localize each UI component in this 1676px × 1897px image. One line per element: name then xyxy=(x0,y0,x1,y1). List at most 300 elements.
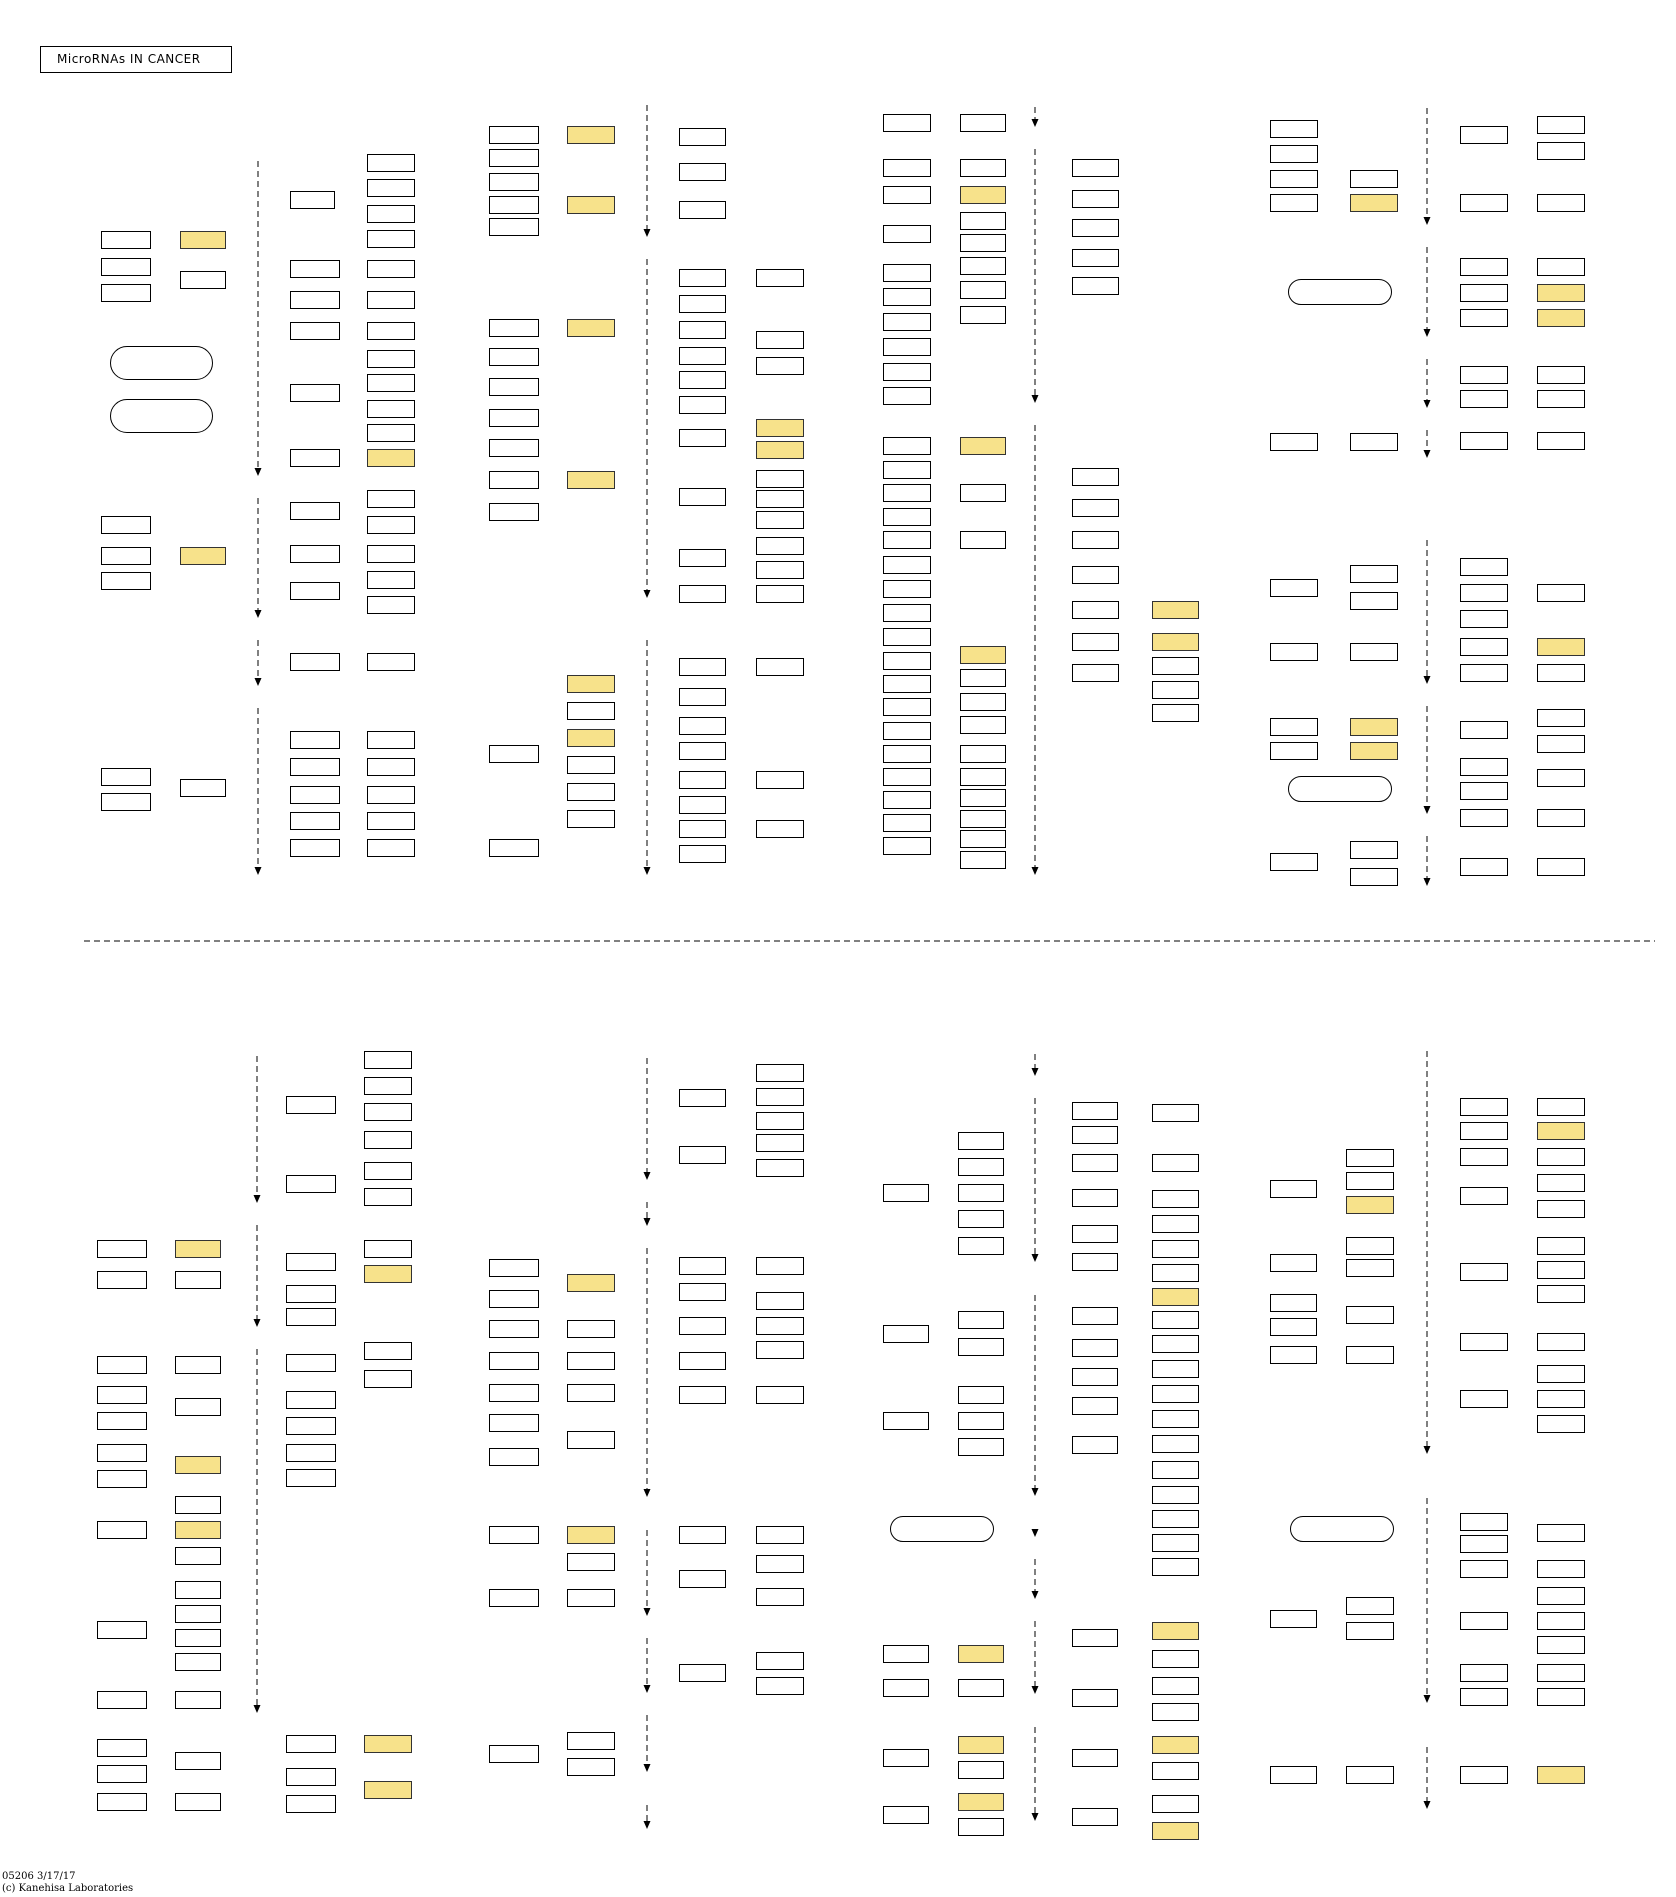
mirna-node-mir-17 xyxy=(1460,1688,1508,1706)
target-node-ubc9 xyxy=(364,1265,412,1283)
target-node-tpmi xyxy=(567,702,615,720)
mirna-node-mir-34b xyxy=(679,1317,726,1335)
mirna-node-mir-15 xyxy=(1460,664,1508,682)
progression-arrow xyxy=(644,229,651,237)
mirna-node-mir-25 xyxy=(883,461,931,479)
mirna-node-let-7c xyxy=(679,658,726,676)
mirna-node-mir-10 xyxy=(883,1184,929,1202)
disease-pill-glioma xyxy=(1288,776,1392,802)
target-node-mmp16 xyxy=(1537,858,1585,876)
mirna-node-mir-221 xyxy=(1270,1294,1317,1312)
target-node-tp63 xyxy=(756,561,804,579)
progression-arrow xyxy=(1032,1591,1039,1599)
mirna-node-let-7 xyxy=(290,191,335,209)
map-title: MicroRNAs IN CANCER xyxy=(40,46,232,73)
mirna-node-mir-31 xyxy=(679,371,726,389)
target-node-spry2 xyxy=(1350,433,1398,451)
mirna-node-mir-106b xyxy=(1270,1254,1317,1272)
target-node-c-met xyxy=(367,839,415,857)
target-node-tnc xyxy=(364,1370,412,1388)
mirna-node-mir-155 xyxy=(97,1271,147,1289)
mirna-node-mir-34c xyxy=(679,1352,726,1370)
mirna-node-mir-221 xyxy=(101,258,151,276)
mirna-node-mir-21 xyxy=(883,437,931,455)
mirna-node-mir-30 xyxy=(489,378,539,396)
target-node-casp3 xyxy=(960,810,1006,828)
mirna-node-mir-125b xyxy=(97,1793,147,1811)
disease-pill-small-cell-lung-cancer xyxy=(110,346,213,380)
target-node-plcg xyxy=(1152,1154,1199,1172)
mirna-node-mir-221 xyxy=(1270,643,1318,661)
target-node-pim-1 xyxy=(367,400,415,418)
target-node-cox-2 xyxy=(756,1588,804,1606)
mirna-node-mir-520c xyxy=(1460,1535,1508,1553)
target-node-p85 xyxy=(1537,194,1585,212)
target-node-irs-1 xyxy=(1537,142,1585,160)
mirna-node-mir-183 xyxy=(290,786,340,804)
mirna-node-mir-195 xyxy=(1072,1307,1118,1325)
target-node-pten xyxy=(180,547,226,565)
mirna-node-mir-141 xyxy=(290,758,340,776)
target-node-cyclins xyxy=(367,291,415,309)
target-node-stmn1 xyxy=(960,745,1006,763)
progression-arrow xyxy=(255,468,262,476)
target-node-maspin xyxy=(567,810,615,828)
progression-arrow xyxy=(1424,1446,1431,1454)
mirna-node-let-7 xyxy=(286,1308,336,1326)
target-node-mdm2 xyxy=(958,1818,1004,1836)
mirna-node-mir-345 xyxy=(286,1768,336,1786)
target-node-pik3ca xyxy=(1537,366,1585,384)
progression-arrow xyxy=(644,1821,651,1829)
target-node-ddit4 xyxy=(960,212,1006,230)
mirna-node-mir-143 xyxy=(1460,1766,1508,1784)
progression-arrow xyxy=(644,1172,651,1180)
target-node-hcvrna xyxy=(960,693,1006,711)
target-node-e2f2 xyxy=(1346,1172,1394,1190)
mirna-node-mir-199a xyxy=(679,1570,726,1588)
target-node-msk1 xyxy=(958,1386,1004,1404)
mirna-node-mir-34a xyxy=(679,1283,726,1301)
mirna-node-mir-34 xyxy=(1460,390,1508,408)
target-node-atm xyxy=(1152,1622,1199,1640)
target-node-pdgfb xyxy=(1152,1486,1199,1504)
mirna-node-mir-125 xyxy=(679,1386,726,1404)
target-node-pten xyxy=(567,1274,615,1292)
mirna-node-mir-602 xyxy=(883,288,931,306)
target-node-e2f3 xyxy=(1346,1196,1394,1214)
target-node-dnmt3 xyxy=(367,449,415,467)
target-node-egfr xyxy=(1537,116,1585,134)
target-node-pkc xyxy=(1152,1264,1199,1282)
target-node-vegf-a xyxy=(367,653,415,671)
target-node-pak4 xyxy=(960,257,1006,275)
mirna-node-mir-92a xyxy=(883,628,931,646)
target-node-sox4 xyxy=(364,1342,412,1360)
mirna-node-mir-129b xyxy=(883,698,931,716)
mirna-node-mir-145 xyxy=(290,545,340,563)
mirna-node-mir-20a xyxy=(1270,1180,1317,1198)
target-node-pten xyxy=(960,437,1006,455)
mirna-node-let-7 xyxy=(679,269,726,287)
mirna-node-mir-222 xyxy=(1270,1318,1317,1336)
mirna-node-mir-18a xyxy=(1460,284,1508,302)
mirna-node-mir-145 xyxy=(1072,159,1119,177)
target-node-ho-1 xyxy=(1152,704,1199,722)
mirna-node-let-7 xyxy=(1460,258,1508,276)
mirna-node-mir-200 xyxy=(489,1352,539,1370)
progression-arrow xyxy=(1424,450,1431,458)
target-node-gls xyxy=(1537,1148,1585,1166)
mirna-node-mir-221 xyxy=(101,547,151,565)
mirna-node-mir-125 xyxy=(1072,1689,1118,1707)
mirna-node-mir-125b xyxy=(1270,1766,1317,1784)
target-node-ccnd1 xyxy=(1537,1261,1585,1279)
target-node-st14 xyxy=(756,331,804,349)
mirna-node-mir-21 xyxy=(489,319,539,337)
mirna-node-mir-194 xyxy=(489,196,539,214)
mirna-node-mir-146a xyxy=(1460,858,1508,876)
target-node-cdc25 xyxy=(367,205,415,223)
target-node-rock1 xyxy=(1537,1560,1585,1578)
mirna-node-mir-221 xyxy=(101,768,151,786)
mirna-node-mir-32 xyxy=(1270,1346,1317,1364)
mirna-node-mir-143 xyxy=(883,556,931,574)
target-node-zeb1 xyxy=(567,1352,615,1370)
mirna-node-mir-1 xyxy=(290,582,340,600)
target-node-pten xyxy=(567,675,615,693)
target-node-fgfr3 xyxy=(958,1338,1004,1356)
progression-arrow xyxy=(254,1319,261,1327)
target-node-e2f3a xyxy=(1537,638,1585,656)
target-node-fgfr3 xyxy=(958,1438,1004,1456)
target-node-cd44 xyxy=(175,1398,221,1416)
mirna-node-mir-152 xyxy=(1072,601,1119,619)
mirna-node-mir-181 xyxy=(97,1240,147,1258)
target-node-bcl2 xyxy=(1537,1237,1585,1255)
mirna-node-mir-145 xyxy=(1072,566,1119,584)
target-node-c-met xyxy=(367,424,415,442)
target-node-bcl2l2 xyxy=(367,516,415,534)
target-node-rassf1a xyxy=(960,306,1006,324)
target-node-fzd3 xyxy=(175,1581,221,1599)
target-node-fgfr3 xyxy=(1152,1190,1199,1208)
target-node-mapk1 xyxy=(1152,1311,1199,1329)
progression-arrow xyxy=(1032,1488,1039,1496)
progression-arrow xyxy=(254,1195,261,1203)
mirna-node-mir-221 xyxy=(883,1806,929,1824)
target-node-hmga2 xyxy=(756,269,804,287)
target-node-tgfb2 xyxy=(367,758,415,776)
target-node-hmga2 xyxy=(567,1320,615,1338)
target-node-ep300 xyxy=(567,196,615,214)
mirna-node-mir-203 xyxy=(679,820,726,838)
mirna-node-mir-342 xyxy=(883,768,931,786)
mirna-node-mir-128 xyxy=(1460,638,1508,656)
target-node-pdcd4 xyxy=(567,126,615,144)
mirna-node-mir-210 xyxy=(489,1526,539,1544)
mirna-node-mir-203 xyxy=(679,549,726,567)
mirna-node-mir-423 xyxy=(883,814,931,832)
progression-arrow xyxy=(255,678,262,686)
target-node-egfr xyxy=(1537,709,1585,727)
target-node-pdgfrb xyxy=(1152,1510,1199,1528)
target-node-maspin xyxy=(175,1547,221,1565)
progression-arrow xyxy=(1032,119,1039,127)
mirna-node-mir-101 xyxy=(1460,1122,1508,1140)
target-node-pten xyxy=(180,231,226,249)
mirna-node-mir-26a xyxy=(1270,718,1318,736)
mirna-node-mir-203 xyxy=(679,163,726,181)
target-node-zeb2 xyxy=(1537,1587,1585,1605)
target-node-hoxd10 xyxy=(175,1356,221,1374)
target-node-notch xyxy=(756,1317,804,1335)
target-node-cyp24 xyxy=(756,470,804,488)
mirna-node-mir-23 xyxy=(883,1325,929,1343)
progression-arrow xyxy=(644,1489,651,1497)
progression-arrow xyxy=(644,1608,651,1616)
target-node-pim-1 xyxy=(367,571,415,589)
target-node-atm xyxy=(958,1645,1004,1663)
mirna-node-mir-7 xyxy=(286,1795,336,1813)
target-node-cdk6 xyxy=(367,260,415,278)
target-node-ras xyxy=(364,1162,412,1180)
target-node-pkc xyxy=(958,1184,1004,1202)
mirna-node-mir-23 xyxy=(1460,1148,1508,1166)
mirna-node-mir-494 xyxy=(883,338,931,356)
mirna-node-mir-30 xyxy=(1072,1368,1118,1386)
target-node-mdr1 xyxy=(364,1735,412,1753)
mirna-node-let-7 xyxy=(489,1320,539,1338)
mirna-node-mir-625 xyxy=(883,387,931,405)
mirna-node-mir-375 xyxy=(679,845,726,863)
target-node-hmga2 xyxy=(364,1188,412,1206)
progression-arrow xyxy=(644,1764,651,1772)
target-node-rassf1a xyxy=(960,114,1006,132)
target-node-bmi-1 xyxy=(364,1051,412,1069)
mirna-node-mir-21 xyxy=(883,186,931,204)
mirna-node-mir-222 xyxy=(101,793,151,811)
mirna-node-mir-200c xyxy=(290,731,340,749)
target-node-mdm4 xyxy=(1152,1795,1199,1813)
mirna-node-mir-99a xyxy=(883,652,931,670)
mirna-node-mir-200 xyxy=(489,1745,539,1763)
target-node-kras xyxy=(1152,1534,1199,1552)
target-node-mapk1 xyxy=(958,1158,1004,1176)
target-node-upa xyxy=(175,1691,221,1709)
target-node-fgfr3 xyxy=(958,1237,1004,1255)
map-footer: 05206 3/17/17 (c) Kanehisa Laboratories xyxy=(2,1871,134,1894)
target-node-hdac1 xyxy=(1537,1098,1585,1116)
target-node-notch xyxy=(1537,769,1585,787)
mirna-node-mir-363 xyxy=(883,313,931,331)
mirna-node-143-145 xyxy=(489,149,539,167)
mirna-node-mir-21 xyxy=(101,516,151,534)
mirna-node-mir-331 xyxy=(1460,1390,1508,1408)
mirna-node-mir-200 xyxy=(286,1285,336,1303)
mirna-node-mir-31 xyxy=(97,1621,147,1639)
target-node-atm xyxy=(175,1240,221,1258)
mirna-node-mir-143 xyxy=(1072,1749,1118,1767)
mirna-node-mir-9 xyxy=(679,1526,726,1544)
mirna-node-mir-23a xyxy=(1072,468,1119,486)
mirna-node-mir-107 xyxy=(97,1470,147,1488)
mirna-node-mir-15-16 xyxy=(290,291,340,309)
target-node-plcg xyxy=(1152,1410,1199,1428)
target-node-sos1-2 xyxy=(1152,1335,1199,1353)
target-node-erbb2 xyxy=(756,490,804,508)
mirna-node-mir-143 xyxy=(1460,309,1508,327)
target-node-erk5 xyxy=(1537,309,1585,327)
target-node-mrp1 xyxy=(364,1781,412,1799)
target-node-bcl2 xyxy=(567,783,615,801)
mirna-node-mir-451 xyxy=(286,1735,336,1753)
mirna-node-mir-21 xyxy=(489,745,539,763)
mirna-node-mir-602 xyxy=(883,114,931,132)
target-node-erbb2 xyxy=(1537,1415,1585,1433)
mirna-node-mir-221 xyxy=(97,1739,147,1757)
disease-pill-non-small-cell-lung-cancer xyxy=(110,399,213,433)
progression-arrow xyxy=(1032,395,1039,403)
target-node-k-ras xyxy=(367,154,415,172)
target-node-vimentin xyxy=(1537,1688,1585,1706)
mirna-node-mir-126 xyxy=(1460,366,1508,384)
mirna-node-mir-199a xyxy=(1072,190,1119,208)
mirna-node-mir-30 xyxy=(1072,1629,1118,1647)
target-node-bim1 xyxy=(1346,1346,1394,1364)
progression-arrow xyxy=(644,1685,651,1693)
mirna-node-mir-126 xyxy=(1460,1664,1508,1682)
target-node-imp1 xyxy=(756,1088,804,1106)
target-node-nfkb1 xyxy=(756,1526,804,1544)
mirna-node-mir-200 xyxy=(286,1096,336,1114)
target-node-cat-1 xyxy=(1152,633,1199,651)
progression-arrow xyxy=(1032,1813,1039,1821)
target-node-bmprii xyxy=(1346,1622,1394,1640)
mirna-node-mir-21 xyxy=(1270,579,1318,597)
disease-pill-prostate-cancer xyxy=(1290,1516,1394,1542)
target-node-cd44 xyxy=(1537,1524,1585,1542)
target-node-sirt1 xyxy=(1537,1200,1585,1218)
mirna-node-mir-34a xyxy=(883,484,931,502)
target-node-brca1 xyxy=(567,1384,615,1402)
mirna-node-mir-125 xyxy=(1072,1225,1118,1243)
target-node-hdac4 xyxy=(367,350,415,368)
target-node-atm xyxy=(1152,1736,1199,1754)
target-node-cdk6 xyxy=(367,179,415,197)
target-node-k-ras xyxy=(756,1257,804,1275)
target-node-hmga2 xyxy=(960,851,1006,869)
mirna-node-let-7c xyxy=(883,837,931,855)
mirna-node-mir-27b xyxy=(679,347,726,365)
target-node-mmp9 xyxy=(960,281,1006,299)
mirna-node-mir-222 xyxy=(101,284,151,302)
mirna-node-mir-7 xyxy=(1072,1339,1118,1357)
target-node-p27 xyxy=(180,271,226,289)
mirna-node-mir-335 xyxy=(286,1354,336,1372)
progression-arrow xyxy=(644,867,651,875)
progression-arrow xyxy=(1032,867,1039,875)
mirna-node-mir-100 xyxy=(679,429,726,447)
mirna-node-mir-21 xyxy=(1270,433,1318,451)
mirna-node-mir-602 xyxy=(883,531,931,549)
mirna-node-mir-21 xyxy=(97,1521,147,1539)
mirna-node-mir-99a xyxy=(679,396,726,414)
target-node-itga5 xyxy=(175,1605,221,1623)
disease-pill-bladder-cancer xyxy=(890,1516,994,1542)
target-node-timp3 xyxy=(180,779,226,797)
mirna-node-mir-199a xyxy=(1072,633,1119,651)
target-node-itgb3 xyxy=(364,1240,412,1258)
progression-arrow xyxy=(1424,676,1431,684)
target-node-rassf1 xyxy=(958,1132,1004,1150)
mirna-node-mir-133a xyxy=(679,771,726,789)
target-node-pdcd4 xyxy=(1350,194,1398,212)
target-node-cat-1 xyxy=(960,646,1006,664)
target-node-pdgfra xyxy=(1152,1104,1199,1122)
mirna-node-mir-1 xyxy=(679,688,726,706)
progression-arrow xyxy=(644,1218,651,1226)
mirna-node-mir-137 xyxy=(1460,584,1508,602)
target-node-atm xyxy=(958,1793,1004,1811)
target-node-p27 xyxy=(175,1752,221,1770)
mirna-node-mir-21 xyxy=(489,126,539,144)
target-node-p53 xyxy=(1152,1650,1199,1668)
target-node-c-met xyxy=(367,596,415,614)
mirna-node-mir-100 xyxy=(1072,1126,1118,1144)
target-node-zeb2 xyxy=(756,1159,804,1177)
mirna-node-mir-122 xyxy=(1072,664,1119,682)
progression-arrow xyxy=(1424,400,1431,408)
mirna-node-mir-126 xyxy=(290,653,340,671)
mirna-node-mir-34a xyxy=(1460,782,1508,800)
mirna-node-mir-92 xyxy=(1270,145,1318,163)
progression-arrow xyxy=(1032,1686,1039,1694)
target-node-p53 xyxy=(1152,1762,1199,1780)
mirna-node-mir-126 xyxy=(286,1391,336,1409)
target-node-fog2 xyxy=(364,1131,412,1149)
mirna-node-let-7 xyxy=(286,1175,336,1193)
mirna-node-mir-129 xyxy=(1072,1808,1118,1826)
target-node-atm xyxy=(958,1736,1004,1754)
target-node-dnmt3b xyxy=(1537,284,1585,302)
mirna-node-mir-373 xyxy=(1460,1513,1508,1531)
target-node-zeb1 xyxy=(756,1652,804,1670)
target-node-zeb2 xyxy=(567,1758,615,1776)
mirna-node-mir-29 xyxy=(290,449,340,467)
mirna-node-mir-126 xyxy=(290,322,340,340)
target-node-bmf xyxy=(960,234,1006,252)
mirna-node-mir-126 xyxy=(1460,194,1508,212)
progression-arrow xyxy=(1424,329,1431,337)
mirna-node-let-7 xyxy=(679,1089,726,1107)
target-node-tsp1 xyxy=(567,1589,615,1607)
target-node-fscni xyxy=(756,771,804,789)
mirna-node-mir-326 xyxy=(1460,758,1508,776)
target-node-c-met xyxy=(1537,390,1585,408)
target-node-socs1 xyxy=(175,1271,221,1289)
mirna-node-mir-20a xyxy=(1072,219,1119,237)
progression-arrow xyxy=(1424,1695,1431,1703)
target-node-zeb1 xyxy=(367,731,415,749)
target-node-ras xyxy=(960,830,1006,848)
mirna-node-let-7 xyxy=(286,1469,336,1487)
mirna-node-mir-194 xyxy=(489,471,539,489)
target-node-erk5 xyxy=(1537,1766,1585,1784)
target-node-zeb1 xyxy=(364,1077,412,1095)
target-node-pkc xyxy=(1537,1636,1585,1654)
mirna-node-mir-1 xyxy=(290,839,340,857)
